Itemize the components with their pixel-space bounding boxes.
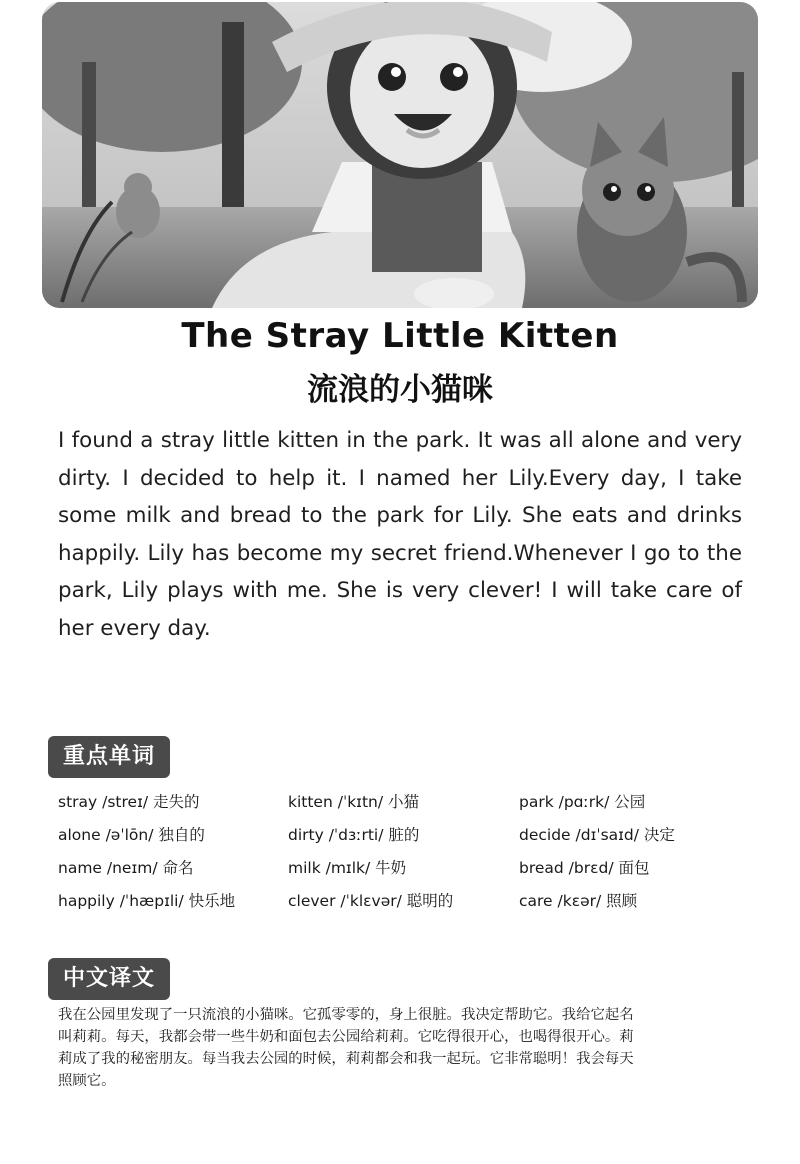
vocab-item: decide /dɪˈsaɪd/ 决定: [519, 826, 675, 844]
vocab-item: kitten /ˈkɪtn/ 小猫: [288, 793, 419, 811]
vocab-item: dirty /ˈdɜːrti/ 脏的: [288, 826, 420, 844]
vocab-item: milk /mɪlk/ 牛奶: [288, 859, 407, 877]
translation-text: 我在公园里发现了一只流浪的小猫咪。它孤零零的，身上很脏。我决定帮助它。我给它起名叫莉莉。每天，我都会带一些牛奶和面包去公园给莉莉。它吃得很开心，也喝得很开心。莉莉成了我的秘密朋友。每当我去公园的时候，莉莉都会和我一起玩。它非常聪明！我会每天照顾它。: [58, 1007, 634, 1089]
vocab-item: bread /brɛd/ 面包: [519, 859, 650, 877]
story-title-chinese: 流浪的小猫咪: [307, 372, 493, 408]
vocab-item: stray /streɪ/ 走失的: [58, 793, 200, 811]
vocabulary-heading: 重点单词: [48, 736, 170, 778]
girl-and-kitten-illustration: [42, 2, 758, 308]
vocab-item: alone /əˈlōn/ 独自的: [58, 826, 205, 844]
vocabulary-list: [58, 786, 758, 918]
vocab-item: care /kɛər/ 照顾: [519, 892, 638, 910]
vocab-item: name /neɪm/ 命名: [58, 859, 194, 877]
vocab-item: happily /ˈhæpɪli/ 快乐地: [58, 892, 236, 910]
story-title-english: The Stray Little Kitten: [181, 316, 619, 356]
translation-heading: 中文译文: [48, 958, 170, 1000]
hero-illustration: [42, 2, 758, 308]
story-text: I found a stray little kitten in the park. It was all alone and very dirty. I decided to help it. I named her Lily.Every day, I take some milk and bread to the park for Lily. She eats and drinks happily. Lily has become my secret friend.Whenever I go to the park, Lily plays with me. She is very clever! I will take care of her every day.: [58, 428, 742, 641]
vocab-item: clever /ˈklɛvər/ 聪明的: [288, 892, 454, 910]
vocab-item: park /pɑːrk/ 公园: [519, 793, 646, 811]
